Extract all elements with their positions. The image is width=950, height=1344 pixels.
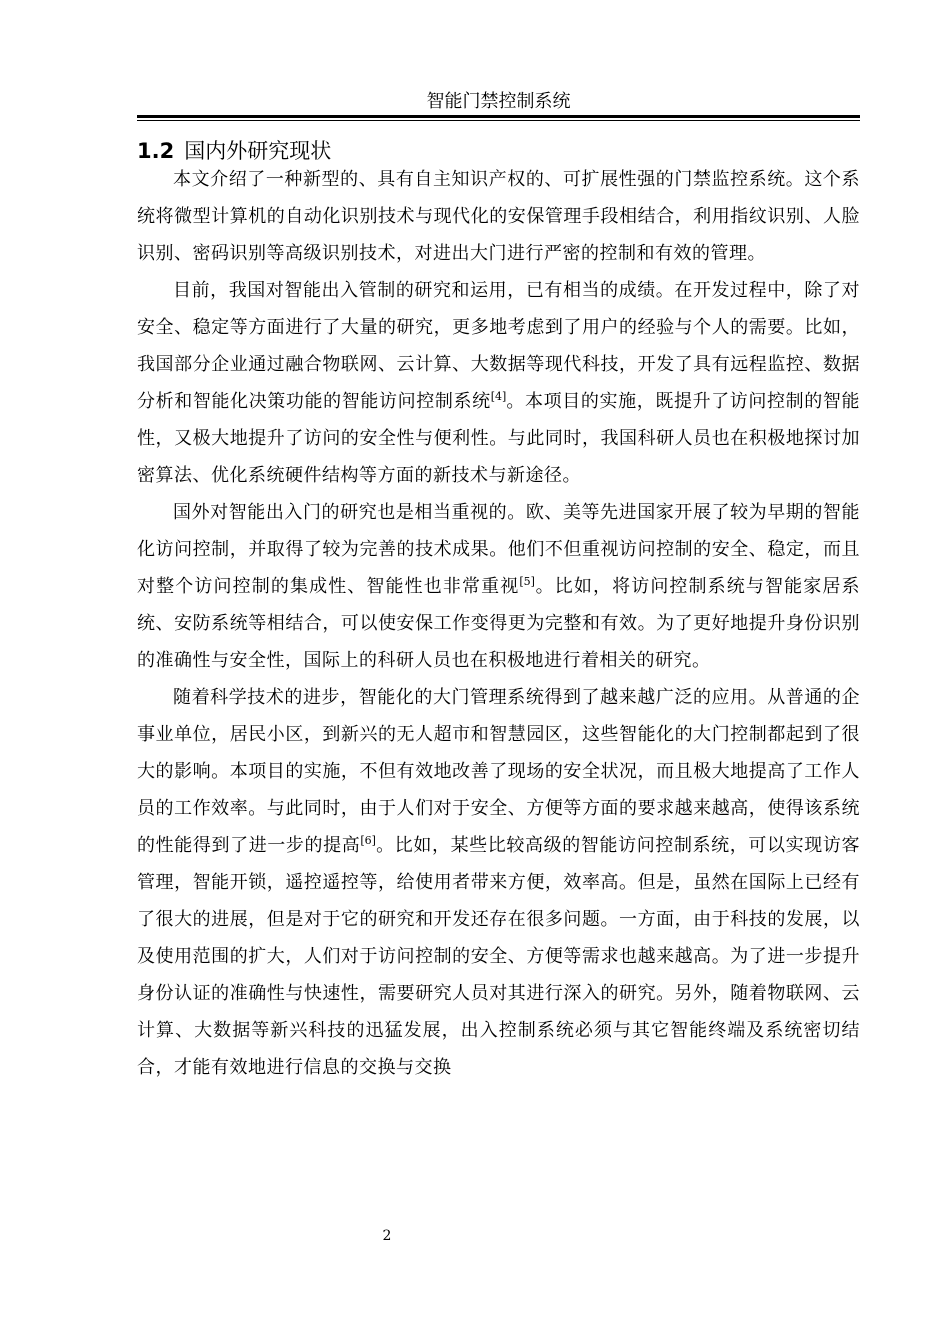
- body-text: [137, 161, 860, 1086]
- paragraph-text: 。比如，某些比较高级的智能访问控制系统，可以实现访客管理，智能开锁，遥控遥控等，给使用者带来方便，效率高。但是，虽然在国际上已经有了很大的进展，但是对于它的研究和开发还存在很多问题。一方面，由于科技的发展，以及使用范围的扩大，人们对于访问控制的安全、方便等需求也越来越高。为了进一步提升身份认证的准确性与快速性，需要研究人员对其进行深入的研究。另外，随着物联网、云计算、大数据等新兴科技的迅猛发展，出入控制系统必须与其它智能终端及系统密切结合，才能有效地进行信息的交换与交换: [137, 835, 860, 1078]
- paragraph-3: [137, 494, 860, 679]
- paragraph-text: 。比如，将访问控制系统与智能家居系统、安防系统等相结合，可以使安保工作变得更为完整和有效。为了更好地提升身份识别的准确性与安全性，国际上的科研人员也在积极地进行着相关的研究。: [137, 576, 861, 671]
- paragraph-text: 随着科学技术的进步，智能化的大门管理系统得到了越来越广泛的应用。从普通的企事业单位，居民小区，到新兴的无人超市和智慧园区，这些智能化的大门控制都起到了很大的影响。本项目的实施，不但有效地改善了现场的安全状况，而且极大地提高了工作人员的工作效率。与此同时，由于人们对于安全、方便等方面的要求越来越高，使得该系统的性能得到了进一步的提高: [137, 687, 860, 856]
- page-number: 2: [382, 1228, 392, 1244]
- section-number: 1.2: [137, 139, 175, 163]
- paragraph-text: 目前，我国对智能出入管制的研究和运用，已有相当的成绩。在开发过程中，除了对安全、稳定等方面进行了大量的研究，更多地考虑到了用户的经验与个人的需要。比如，我国部分企业通过融合物联网、云计算、大数据等现代科技，开发了具有远程监控、数据分析和智能化决策功能的智能访问控制系统: [137, 280, 860, 412]
- paragraph-4: [137, 679, 860, 1086]
- header-rule-thick: [137, 115, 860, 118]
- paragraph-text: 。本项目的实施，既提升了访问控制的智能性，又极大地提升了访问的安全性与便利性。与此同时，我国科研人员也在积极地探讨加密算法、优化系统硬件结构等方面的新技术与新途径。: [137, 391, 860, 486]
- header-rule-thin: [137, 120, 860, 121]
- page-header-title: 智能门禁控制系统: [426, 91, 571, 112]
- paragraph-text: 国外对智能出入门的研究也是相当重视的。欧、美等先进国家开展了较为早期的智能化访问控制，并取得了较为完善的技术成果。他们不但重视访问控制的安全、稳定，而且对整个访问控制的集成性、智能性也非常重视: [137, 502, 860, 597]
- paragraph-text: 本文介绍了一种新型的、具有自主知识产权的、可扩展性强的门禁监控系统。这个系统将微型计算机的自动化识别技术与现代化的安保管理手段相结合，利用指纹识别、人脸识别、密码识别等高级识别技术，对进出大门进行严密的控制和有效的管理。: [137, 169, 860, 264]
- paragraph-1: [137, 161, 860, 272]
- paragraph-2: [137, 272, 860, 494]
- citation-6: [6]: [360, 834, 376, 847]
- citation-4: [4]: [490, 390, 507, 403]
- citation-5: [5]: [519, 575, 535, 588]
- section-title: 国内外研究现状: [184, 139, 332, 163]
